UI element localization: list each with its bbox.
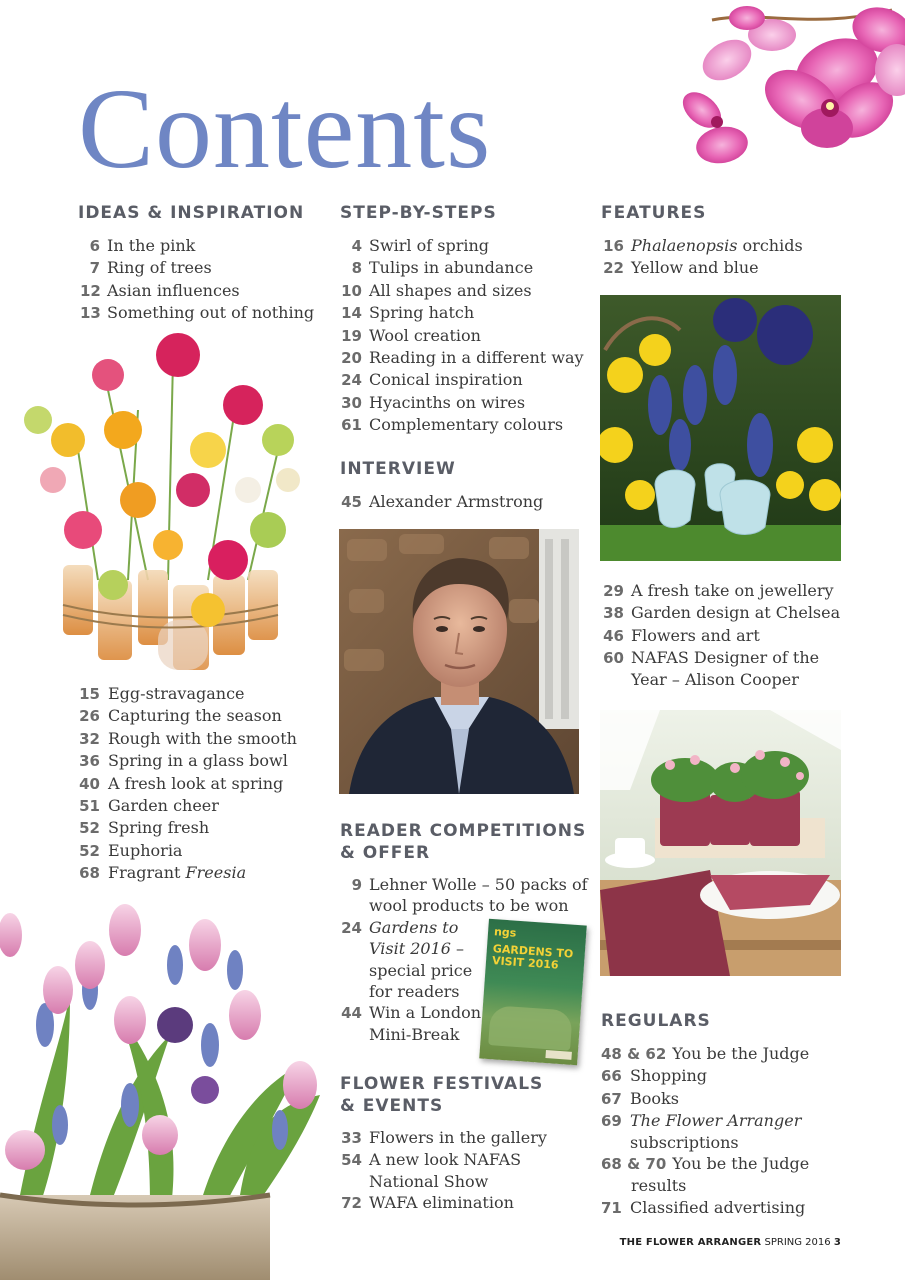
item-title: You be the Judge (672, 1154, 810, 1174)
item-title: Reading in a different way (369, 348, 584, 368)
section-heading-reader-competitions (340, 820, 586, 864)
page-number-footer: 3 (833, 1237, 841, 1248)
table-setting-photo (600, 710, 841, 976)
list-item[interactable] (340, 325, 584, 347)
item-title: WAFA elimination (369, 1193, 514, 1213)
list-item[interactable] (340, 257, 584, 279)
page-number: 32 (79, 729, 100, 748)
page-number: 15 (79, 685, 100, 703)
list-item[interactable] (78, 795, 297, 817)
item-title: A new look NAFAS National Show (369, 1150, 522, 1191)
list-item[interactable] (340, 392, 584, 414)
tulip-arrangement-photo (0, 895, 330, 1280)
item-title: Spring hatch (369, 303, 475, 323)
list-item[interactable] (601, 1153, 896, 1197)
orchid-photo (652, 0, 905, 180)
section-heading-regulars: REGULARS (601, 1011, 711, 1031)
list-item[interactable] (78, 728, 297, 750)
item-title: The Flower Arranger subscriptions (630, 1111, 802, 1152)
features-list (601, 235, 891, 280)
page-number: 68 & 70 (601, 1155, 667, 1174)
ideas-list (80, 235, 314, 325)
page-number: 20 (341, 349, 362, 368)
list-item[interactable] (601, 1110, 896, 1153)
item-title: A fresh look at spring (108, 773, 284, 793)
item-title: Rough with the smooth (108, 728, 297, 748)
item-title: Spring fresh (108, 818, 210, 838)
heading-line: READER COMPETITIONS (340, 821, 587, 841)
item-title: Asian influences (107, 280, 240, 300)
item-title: You be the Judge (672, 1044, 810, 1063)
item-title: Garden design at Chelsea (631, 603, 841, 623)
page-number: 38 (603, 604, 624, 623)
page-number: 24 (341, 918, 362, 937)
item-title: Garden cheer (108, 796, 219, 816)
list-item[interactable] (601, 1088, 896, 1110)
page-number: 14 (341, 304, 362, 323)
page-number: 72 (341, 1194, 362, 1213)
interview-list (340, 491, 543, 513)
page-footer (620, 1237, 841, 1248)
list-item[interactable] (80, 280, 314, 302)
item-title: Wool creation (369, 325, 481, 345)
page-number: 44 (341, 1004, 362, 1023)
page-number: 71 (601, 1198, 622, 1217)
item-title: Lehner Wolle – 50 packs of wool products to be won (369, 875, 588, 916)
page-number: 54 (341, 1151, 362, 1170)
item-title: Fragrant Freesia (108, 863, 247, 883)
item-title: Complementary colours (369, 415, 564, 435)
item-title: Spring in a glass bowl (108, 751, 288, 771)
book-publisher-mark (545, 1050, 571, 1060)
list-item[interactable] (340, 1192, 600, 1214)
page-number: 40 (79, 774, 100, 793)
list-item[interactable] (601, 602, 891, 624)
page-number: 66 (601, 1067, 622, 1086)
list-item[interactable] (601, 647, 891, 690)
list-item[interactable] (78, 683, 297, 705)
page-number: 22 (603, 259, 624, 278)
item-title: Tulips in abundance (369, 258, 534, 278)
regulars-list (601, 1043, 896, 1219)
list-item[interactable] (80, 235, 314, 257)
item-title: Flowers in the gallery (369, 1128, 547, 1147)
list-item[interactable] (340, 369, 584, 391)
list-item[interactable] (601, 235, 891, 257)
list-item[interactable] (340, 347, 584, 369)
item-title: Egg-stravagance (108, 684, 245, 703)
ngs-badge: ngs (493, 925, 517, 940)
list-item[interactable] (340, 874, 590, 917)
page-number: 30 (341, 393, 362, 412)
list-item[interactable] (601, 580, 891, 602)
item-title: Gardens to Visit 2016 – special price for readers (369, 917, 473, 1002)
list-item[interactable] (78, 750, 297, 772)
features-list-continued (601, 580, 891, 690)
item-title: Euphoria (108, 840, 183, 860)
list-item[interactable] (340, 280, 584, 302)
item-title: Conical inspiration (369, 370, 523, 390)
item-title: Classified advertising (630, 1197, 806, 1217)
page-number: 52 (79, 819, 100, 838)
list-item[interactable] (601, 1197, 896, 1219)
page-number: 45 (341, 493, 362, 511)
page-number: 33 (341, 1129, 362, 1147)
page-number: 12 (80, 281, 101, 300)
section-heading-interview: INTERVIEW (340, 459, 456, 479)
list-item[interactable] (80, 302, 314, 324)
item-title: Shopping (630, 1066, 708, 1086)
list-item[interactable] (340, 1127, 600, 1149)
yellow-and-blue-photo (600, 295, 841, 561)
item-title: Alexander Armstrong (369, 492, 544, 511)
page-number: 68 (79, 864, 100, 883)
festivals-list (340, 1127, 600, 1215)
page-title: Contents (78, 65, 492, 192)
gardens-to-visit-book-cover (479, 919, 587, 1065)
list-item[interactable] (601, 1043, 896, 1065)
section-heading-flower-festivals (340, 1073, 543, 1117)
list-item[interactable] (78, 862, 297, 884)
heading-line: & OFFER (340, 843, 431, 863)
book-garden-image (488, 1005, 573, 1051)
page-number: 36 (79, 752, 100, 771)
page-number: 46 (603, 626, 624, 645)
item-title: Flowers and art (631, 625, 760, 645)
item-title: Yellow and blue (631, 258, 759, 278)
heading-line: & EVENTS (340, 1096, 444, 1116)
page-number: 9 (351, 876, 362, 894)
list-item[interactable] (340, 302, 584, 324)
item-title: Swirl of spring (369, 236, 490, 255)
issue-label: SPRING 2016 (764, 1237, 831, 1248)
page-number: 10 (341, 281, 362, 300)
list-item[interactable] (78, 840, 297, 862)
item-title: NAFAS Designer of the Year – Alison Cooper (631, 648, 820, 689)
step-by-steps-list (340, 235, 584, 437)
item-title-continued: results (631, 1176, 687, 1196)
page-number: 24 (341, 371, 362, 390)
item-title: A fresh take on jewellery (631, 581, 834, 600)
page-number: 52 (79, 841, 100, 860)
page-number: 19 (341, 326, 362, 345)
list-item[interactable] (601, 1065, 896, 1087)
page-number: 67 (601, 1089, 622, 1108)
list-item[interactable] (340, 235, 584, 257)
page-number: 6 (89, 237, 100, 255)
portrait-photo (339, 529, 579, 794)
page-number: 60 (603, 649, 624, 668)
page-number: 4 (351, 237, 362, 255)
section-heading-features: FEATURES (601, 203, 707, 223)
list-item[interactable] (78, 773, 297, 795)
list-item[interactable] (340, 414, 584, 436)
page-number: 8 (351, 259, 362, 278)
page-number: 29 (603, 582, 624, 600)
item-title: Win a London Mini-Break (369, 1003, 482, 1044)
item-title: Books (630, 1088, 679, 1108)
list-item[interactable] (601, 625, 891, 647)
bottle-arrangement-photo (8, 330, 330, 680)
item-title: Ring of trees (107, 258, 212, 278)
page-number: 7 (89, 259, 100, 278)
page-number: 69 (601, 1112, 622, 1131)
section-heading-step-by-steps: STEP-BY-STEPS (340, 203, 497, 223)
page-number: 48 & 62 (601, 1045, 667, 1063)
list-item[interactable] (78, 817, 297, 839)
list-item[interactable] (340, 491, 543, 513)
item-title: Hyacinths on wires (369, 392, 526, 412)
heading-line: FLOWER FESTIVALS (340, 1074, 544, 1094)
page-number: 16 (603, 237, 624, 255)
page-number: 51 (79, 797, 100, 816)
ideas-list-continued (78, 683, 297, 885)
item-title: All shapes and sizes (369, 280, 532, 300)
item-title: In the pink (107, 236, 196, 255)
list-item[interactable] (340, 1149, 600, 1192)
list-item[interactable] (80, 257, 314, 279)
book-title: GARDENS TO VISIT 2016 (491, 942, 574, 972)
item-title: Capturing the season (108, 706, 282, 726)
magazine-name: THE FLOWER ARRANGER (619, 1237, 762, 1248)
item-title: Something out of nothing (107, 303, 315, 323)
page-number: 26 (79, 707, 100, 726)
page-number: 13 (80, 304, 101, 323)
list-item[interactable] (78, 705, 297, 727)
list-item[interactable] (601, 257, 891, 279)
item-title: Phalaenopsis orchids (631, 236, 803, 255)
page-number: 61 (341, 416, 362, 435)
section-heading-ideas: IDEAS & INSPIRATION (78, 203, 305, 223)
